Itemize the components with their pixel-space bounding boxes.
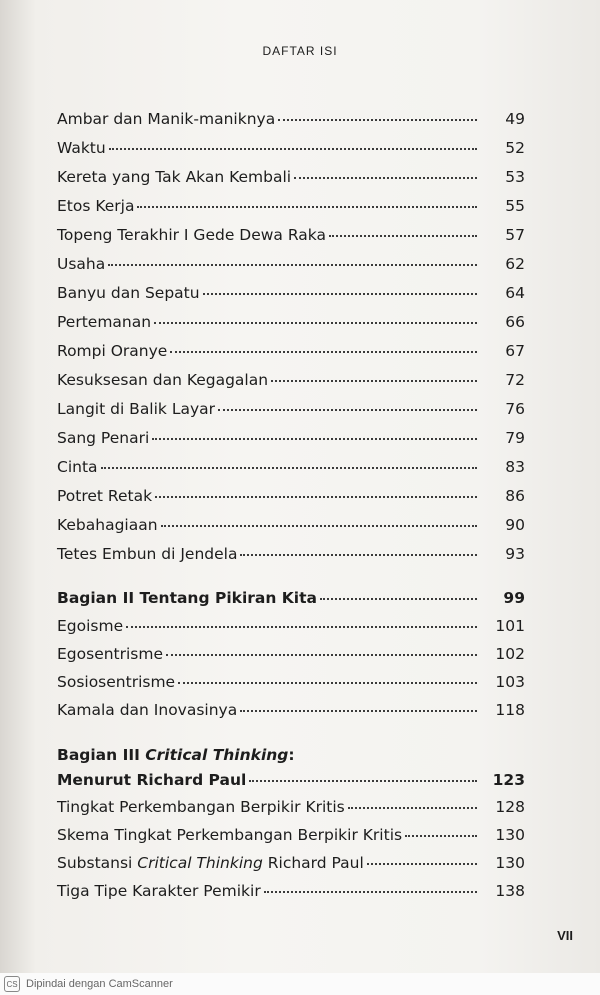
toc-entry-title: Etos Kerja [57,197,135,215]
toc-entry-title: Cinta [57,458,98,476]
toc-entry [57,673,525,701]
toc-entry-page: 67 [505,342,525,360]
toc-entry-page: 49 [505,110,525,128]
section-page: 99 [503,589,525,607]
toc-entry-page: 66 [505,313,525,331]
page-number: VII [557,928,573,943]
toc-entry [57,701,525,729]
toc-entry-page: 90 [505,516,525,534]
dot-leader [320,598,477,600]
section-title-prefix: Bagian III [57,746,146,764]
toc-entry [57,255,525,283]
toc-section-3-line1 [57,746,525,774]
toc-entry-page: 62 [505,255,525,273]
toc-entry [57,313,525,341]
toc-entry [57,139,525,167]
toc-entry-page: 52 [505,139,525,157]
scanner-footer [0,973,600,995]
dot-leader [264,891,477,893]
toc-entry-page: 130 [495,826,525,844]
toc-entry [57,226,525,254]
dot-leader [166,654,477,656]
toc-entry [57,798,525,826]
toc-entry-title: Topeng Terakhir I Gede Dewa Raka [57,226,326,244]
camscanner-logo-icon: CS [4,976,20,992]
toc-entry [57,882,525,910]
toc-entry-title: Tingkat Perkembangan Berpikir Kritis [57,798,345,816]
toc-entry [57,645,525,673]
toc-entry-title-prefix: Substansi [57,854,138,872]
toc-section-2 [57,589,525,617]
dot-leader [278,119,477,121]
toc-entry [57,168,525,196]
toc-entry [57,545,525,573]
toc-entry-title: Ambar dan Manik-maniknya [57,110,276,128]
dot-leader [329,235,477,237]
toc-entry [57,487,525,515]
toc-entry-title: Kebahagiaan [57,516,158,534]
dot-leader [367,863,477,865]
toc-entry-title-suffix: Richard Paul [262,854,364,872]
dot-leader [203,293,477,295]
dot-leader [240,710,477,712]
toc-entry-title: Kesuksesan dan Kegagalan [57,371,269,389]
section-title: Bagian II Tentang Pikiran Kita [57,589,317,607]
toc-entry-title [57,854,364,872]
section-title-suffix: : [288,746,295,764]
toc-entry-title: Sang Penari [57,429,150,447]
toc-entry-title: Sosiosentrisme [57,673,176,691]
toc-entry [57,342,525,370]
toc-entry-title: Pertemanan [57,313,152,331]
section-title [57,746,295,764]
toc-entry [57,110,525,138]
toc-entry-page: 128 [495,798,525,816]
toc-entry-title-italic: Critical Thinking [137,854,263,872]
toc-entry [57,284,525,312]
toc-entry [57,458,525,486]
dot-leader [218,409,477,411]
dot-leader [249,780,477,782]
toc-entry-title: Egosentrisme [57,645,164,663]
dot-leader [137,206,477,208]
toc-entry-page: 55 [505,197,525,215]
dot-leader [240,554,477,556]
toc-entry-page: 72 [505,371,525,389]
dot-leader [101,467,477,469]
dot-leader [271,380,477,382]
dot-leader [152,438,477,440]
scanner-footer-text: Dipindai dengan CamScanner [26,978,173,990]
toc-entry [57,854,525,882]
dot-leader [348,807,477,809]
toc-entry [57,516,525,544]
dot-leader [109,148,477,150]
toc-section-3-line2 [57,771,525,799]
dot-leader [161,525,477,527]
toc-entry-page: 93 [505,545,525,563]
toc-entry-page: 57 [505,226,525,244]
dot-leader [294,177,477,179]
toc-entry-page: 103 [495,673,525,691]
toc-entry-page: 138 [495,882,525,900]
dot-leader [155,496,477,498]
section-title: Menurut Richard Paul [57,771,247,789]
toc-entry-title: Skema Tingkat Perkembangan Berpikir Kritis [57,826,403,844]
dot-leader [178,682,477,684]
toc-entry-page: 79 [505,429,525,447]
toc-entry-title: Potret Retak [57,487,153,505]
toc-entry-title: Banyu dan Sepatu [57,284,200,302]
dot-leader [405,835,477,837]
dot-leader [126,626,477,628]
toc-entry-title: Egoisme [57,617,124,635]
toc-entry-title: Tetes Embun di Jendela [57,545,238,563]
dot-leader [154,322,477,324]
toc-entry-page: 118 [495,701,525,719]
toc-entry-page: 86 [505,487,525,505]
toc-entry-page: 102 [495,645,525,663]
toc-entry [57,617,525,645]
toc-entry-page: 101 [495,617,525,635]
toc-entry-title: Rompi Oranye [57,342,168,360]
toc-entry-title: Tiga Tipe Karakter Pemikir [57,882,261,900]
dot-leader [108,264,477,266]
section-title-italic: Critical Thinking [145,746,289,764]
dot-leader [170,351,477,353]
toc-entry-page: 83 [505,458,525,476]
toc-entry-title: Waktu [57,139,106,157]
toc-entry-page: 76 [505,400,525,418]
toc-entry-page: 64 [505,284,525,302]
toc-entry [57,371,525,399]
toc-entry-title: Usaha [57,255,106,273]
section-page: 123 [492,771,525,789]
toc-entry [57,197,525,225]
toc-entry [57,429,525,457]
toc-entry-title: Langit di Balik Layar [57,400,216,418]
toc-entry-page: 53 [505,168,525,186]
toc-entry-title: Kereta yang Tak Akan Kembali [57,168,292,186]
page-header: DAFTAR ISI [262,44,338,58]
toc-entry-page: 130 [495,854,525,872]
toc-entry-title: Kamala dan Inovasinya [57,701,238,719]
toc-entry [57,400,525,428]
toc-entry [57,826,525,854]
